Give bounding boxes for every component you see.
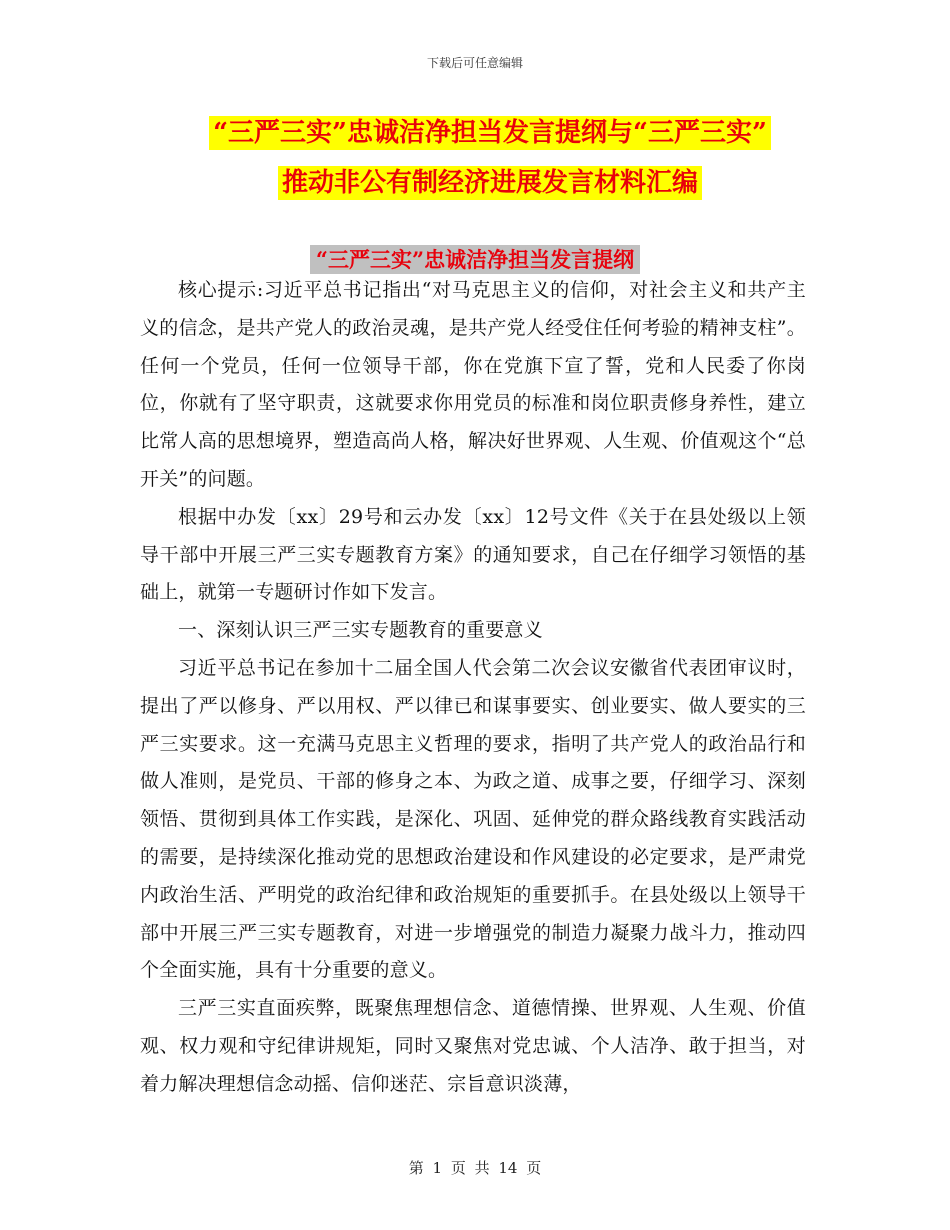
subheading-1: 一、深刻认识三严三实专题教育的重要意义: [178, 619, 543, 642]
title-line-1: “三严三实”忠诚洁净担当发言提纲与“三严三实”: [209, 116, 771, 150]
paragraph-significance: 习近平总书记在参加十二届全国人代会第二次会议安徽省代表团审议时，提出了严以修身、严以用权、严以律已和谋事要实、创业要实、做人要实的三严三实要求。这一充满马克思主义哲理的要求，指明了共产党人的政治品行和做人准则，是党员、干部的修身之本、为政之道、成事之要，仔细学习、深刻领悟、贯彻到具体工作实践，是深化、巩固、延伸党的群众路线教育实践活动的需要，是持续深化推动党的思想政治建设和作风建设的必定要求，是严肃党内政治生活、严明党的政治纪律和政治规矩的重要抓手。在县处级以上领导干部中开展三严三实专题教育，对进一步增强党的制造力凝聚力战斗力，推动四个全面实施，具有十分重要的意义。: [140, 656, 806, 982]
section-title: [0, 244, 950, 274]
paragraph-issues: 三严三实直面疾弊，既聚焦理想信念、道德情操、世界观、人生观、价值观、权力观和守纪律讲规矩，同时又聚焦对党忠诚、个人洁净、敢于担当，对着力解决理想信念动摇、信仰迷茫、宗旨意识淡薄，: [140, 997, 806, 1095]
title-line-2: 推动非公有制经济进展发言材料汇编: [278, 166, 702, 200]
document-title: [140, 108, 840, 208]
paragraph-basis: 根据中办发〔xx〕29号和云办发〔xx〕12号文件《关于在县处级以上领导干部中开展三严三实专题教育方案》的通知要求，自己在仔细学习领悟的基础上，就第一专题研讨作如下发言。: [140, 505, 806, 604]
document-body: [140, 272, 806, 1104]
paragraph-core-tip: 核心提示:习近平总书记指出“对马克思主义的信仰，对社会主义和共产主义的信念，是共产党人的政治灵魂，是共产党人经受住任何考验的精神支柱”。任何一个党员，任何一位领导干部，你在党旗下宣了誓，党和人民委了你岗位，你就有了坚守职责，这就要求你用党员的标准和岗位职责修身养性，建立比常人高的思想境界，塑造高尚人格，解决好世界观、人生观、价值观这个“总开关”的问题。: [140, 279, 806, 490]
section-title-text: “三严三实”忠诚洁净担当发言提纲: [310, 245, 640, 274]
header-note: 下载后可任意编辑: [426, 56, 523, 70]
page-footer: 第 1 页 共 14 页: [408, 1159, 542, 1177]
